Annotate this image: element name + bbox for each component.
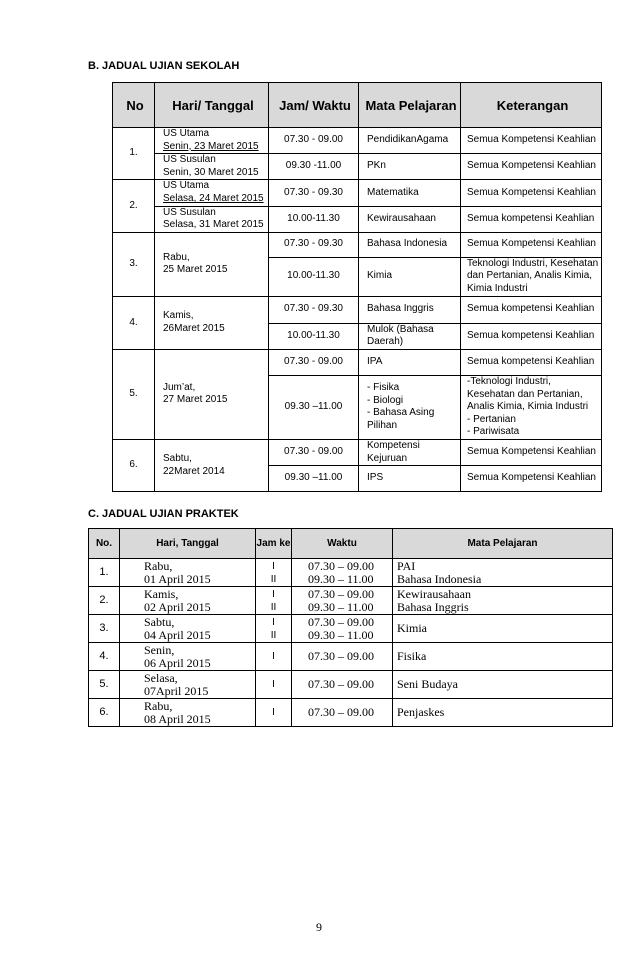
exam-time: 10.00-11.30 [269,323,359,349]
exam-time [292,615,393,643]
row-number: 1. [89,559,120,587]
session-line: I [272,679,275,690]
exam-subject: Kompetensi Kejuruan [359,439,461,465]
subject-line: - Bahasa Asing Pilihan [367,407,435,432]
exam-type-label: US Susulan [163,154,216,166]
table-row [89,587,613,615]
exam-date: 01 April 2015 [144,571,211,586]
time-line: 07.30 – 09.00 [308,558,374,573]
exam-day: Jum’at, [163,381,196,393]
notes-line: -Teknologi Industri, Kesehatan dan Pertanian, Analis Kimia, Kimia Industri [467,375,589,413]
col-header-subject: Mata Pelajaran [393,529,613,559]
session-line: II [270,601,277,613]
exam-subject: Bahasa Inggris [359,296,461,323]
col-header-day-date: Hari, Tanggal [120,529,256,559]
row-number: 3. [113,232,155,296]
time-line: 07.30 – 09.00 [308,649,374,663]
subject-line: Bahasa Inggris [397,599,469,614]
exam-time [292,587,393,615]
exam-date: 07April 2015 [144,683,209,698]
exam-subject: Kewirausahaan [359,206,461,232]
exam-subject: IPA [359,349,461,375]
exam-date: 08 April 2015 [144,711,211,726]
exam-day-date [120,699,256,727]
session-line: I [272,616,275,628]
exam-day-date [120,559,256,587]
exam-subject [393,671,613,699]
exam-subject [359,375,461,439]
exam-day-date [155,180,269,206]
session-line: II [270,629,277,641]
exam-notes: Semua Kompetensi Keahlian [461,154,602,180]
session-line: II [270,573,277,585]
exam-day-date [120,643,256,671]
exam-date: 22Maret 2014 [163,465,225,477]
exam-date: 02 April 2015 [144,599,211,614]
exam-day: Senin, [144,642,175,657]
exam-notes: Semua Kompetensi Keahlian [461,180,602,206]
subject-line: Seni Budaya [397,677,458,691]
exam-day: Selasa, [144,670,178,685]
time-line: 07.30 – 09.00 [308,705,374,719]
exam-time: 09.30 –11.00 [269,466,359,492]
exam-time: 07.30 - 09.00 [269,349,359,375]
session-number [256,699,292,727]
table-row [89,699,613,727]
col-header-notes: Keterangan [461,83,602,128]
time-line: 09.30 – 11.00 [308,571,374,586]
exam-day: Rabu, [144,558,173,573]
exam-notes: Semua Kompetensi Keahlian [461,466,602,492]
exam-notes: Semua kompetensi Keahlian [461,349,602,375]
exam-notes: Semua Kompetensi Keahlian [461,128,602,154]
exam-notes: Teknologi Industri, Kesehatan dan Pertanian, Analis Kimia, Kimia Industri [461,257,602,296]
exam-time: 10.00-11.30 [269,206,359,232]
exam-notes: Semua Kompetensi Keahlian [461,232,602,257]
notes-line: - Pariwisata [467,426,520,438]
exam-day: Sabtu, [144,614,175,629]
exam-time: 07.30 - 09.00 [269,128,359,154]
exam-type-label: US Utama [163,128,210,139]
exam-notes [461,375,602,439]
exam-time: 09.30 -11.00 [269,154,359,180]
exam-day: Kamis, [144,586,179,601]
exam-subject [393,559,613,587]
exam-day-date [155,439,269,491]
section-b-title: B. JADUAL UJIAN SEKOLAH [88,60,240,72]
row-number: 5. [113,349,155,439]
exam-time: 10.00-11.30 [269,257,359,296]
exam-day-date [155,154,269,180]
row-number: 6. [89,699,120,727]
exam-day: Rabu, [163,251,190,263]
exam-day-date [155,296,269,349]
row-number: 2. [89,587,120,615]
time-line: 07.30 – 09.00 [308,677,374,691]
exam-subject: PKn [359,154,461,180]
exam-time [292,643,393,671]
row-number: 5. [89,671,120,699]
exam-time: 07.30 - 09.30 [269,180,359,206]
table-row [113,154,602,180]
header-row [113,83,602,128]
exam-date: 06 April 2015 [144,655,211,670]
table-row [89,559,613,587]
subject-line: - Biologi [367,394,404,406]
exam-day: Sabtu, [163,452,192,464]
exam-type-label: US Utama [163,180,210,192]
table-row [113,180,602,206]
session-number [256,643,292,671]
exam-subject: Mulok (Bahasa Daerah) [359,323,461,349]
exam-time [292,671,393,699]
exam-time: 07.30 - 09.30 [269,232,359,257]
exam-subject: PendidikanAgama [359,128,461,154]
exam-subject [393,699,613,727]
exam-day-date [155,232,269,296]
exam-subject [393,615,613,643]
exam-day-date [120,671,256,699]
session-line: I [272,707,275,718]
session-line: I [272,560,275,572]
row-number: 3. [89,615,120,643]
exam-date: 26Maret 2015 [163,322,225,334]
header-row [89,529,613,559]
col-header-no: No. [89,529,120,559]
subject-line: Fisika [397,649,427,663]
table-row [89,643,613,671]
time-line: 09.30 – 11.00 [308,599,374,614]
session-number [256,615,292,643]
exam-day-date [155,206,269,232]
session-number [256,671,292,699]
col-header-subject: Mata Pelajaran [359,83,461,128]
exam-time [292,699,393,727]
exam-date: Selasa, 24 Maret 2015 [163,192,264,204]
table-row [113,128,602,154]
session-number [256,559,292,587]
session-line: I [272,651,275,662]
exam-date: 27 Maret 2015 [163,394,228,406]
subject-line: Kimia [397,621,427,635]
section-c-title: C. JADUAL UJIAN PRAKTEK [88,508,239,520]
exam-subject [393,643,613,671]
exam-notes: Semua kompetensi Keahlian [461,323,602,349]
row-number: 2. [113,180,155,232]
subject-line: Penjaskes [397,705,445,719]
exam-time: 09.30 –11.00 [269,375,359,439]
exam-day-date [155,128,269,154]
exam-day-date [120,587,256,615]
row-number: 6. [113,439,155,491]
col-header-time: Jam/ Waktu [269,83,359,128]
subject-line: - Fisika [367,382,400,394]
exam-subject [393,587,613,615]
exam-subject: IPS [359,466,461,492]
exam-notes: Semua Kompetensi Keahlian [461,439,602,465]
exam-day: Rabu, [144,698,173,713]
exam-time: 07.30 - 09.30 [269,296,359,323]
row-number: 1. [113,128,155,180]
time-line: 07.30 – 09.00 [308,614,374,629]
exam-time [292,559,393,587]
exam-notes: Semua kompetensi Keahlian [461,206,602,232]
school-exam-schedule-table [112,82,602,492]
session-number [256,587,292,615]
page-number: 9 [316,920,322,934]
col-header-time: Waktu [292,529,393,559]
table-row [89,615,613,643]
time-line: 07.30 – 09.00 [308,586,374,601]
exam-date: Senin, 23 Maret 2015 [163,140,259,152]
exam-day-date [155,349,269,439]
exam-type-label: US Susulan [163,206,216,218]
notes-line: - Pertanian [467,413,516,425]
exam-date: 25 Maret 2015 [163,264,228,276]
exam-time: 07.30 - 09.00 [269,439,359,465]
exam-date: 04 April 2015 [144,627,211,642]
table-row [113,206,602,232]
subject-line: PAI [397,558,416,573]
subject-line: Kewirausahaan [397,586,471,601]
table-row [89,671,613,699]
exam-date: Senin, 30 Maret 2015 [163,166,259,178]
session-line: I [272,588,275,600]
row-number: 4. [113,296,155,349]
exam-date: Selasa, 31 Maret 2015 [163,219,264,231]
exam-subject: Kimia [359,257,461,296]
col-header-session: Jam ke [256,529,292,559]
exam-subject: Matematika [359,180,461,206]
time-line: 09.30 – 11.00 [308,627,374,642]
practical-exam-schedule-table [88,528,613,727]
exam-subject: Bahasa Indonesia [359,232,461,257]
exam-day-date [120,615,256,643]
col-header-day-date: Hari/ Tanggal [155,83,269,128]
col-header-no: No [113,83,155,128]
subject-line: Bahasa Indonesia [397,571,482,586]
table-row [113,349,602,375]
table-row [113,439,602,465]
exam-notes: Semua kompetensi Keahlian [461,296,602,323]
table-row [113,232,602,257]
exam-day: Kamis, [163,310,194,322]
row-number: 4. [89,643,120,671]
table-row [113,296,602,323]
